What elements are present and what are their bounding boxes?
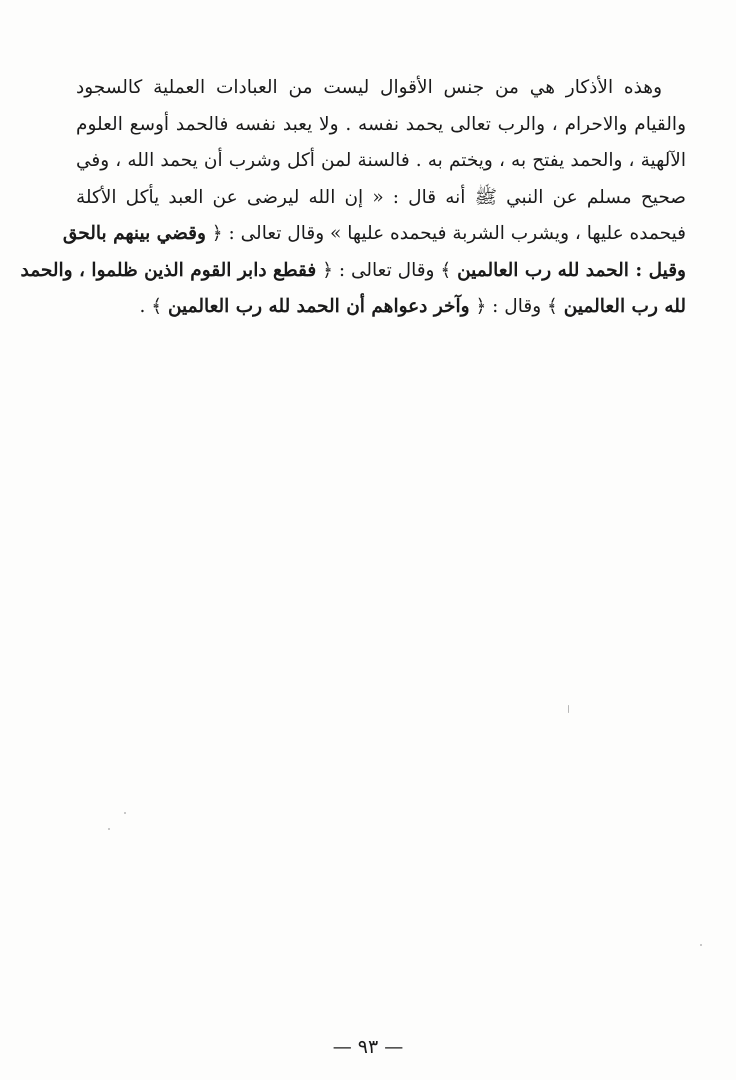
text-line-5: [62, 216, 686, 253]
text-line-4: [76, 180, 686, 217]
text-line-6: [20, 253, 686, 290]
quran-quote: وقضي بينهم بالحق: [62, 223, 206, 244]
scan-speck: [124, 812, 126, 814]
line-segment: الآلهية ، والحمد يفتح به ، ويختم به . فالسنة لمن أكل وشرب أن يحمد الله ، وفي: [76, 150, 686, 171]
line-segment: والقيام والاحرام ، والرب تعالى يحمد نفسه . ولا يعبد نفسه فالحمد أوسع العلوم: [76, 113, 686, 135]
line-segment: ﴾ .: [139, 296, 168, 317]
text-line-2: [76, 107, 686, 144]
quran-quote: وآخر دعواهم أن الحمد لله رب العالمين: [167, 296, 470, 317]
text-line-3: [76, 143, 686, 180]
text-line-7: [76, 289, 686, 326]
scan-speck: [108, 828, 110, 830]
page-number: — ٩٣ —: [332, 1036, 404, 1058]
quran-quote: لله رب العالمين: [563, 296, 686, 317]
scan-speck: [568, 705, 569, 713]
line-segment: ﴾ وقال تعالى : ﴿: [316, 259, 458, 281]
line-segment: ﴾ وقال : ﴿: [469, 296, 564, 317]
quran-quote: وقيل : الحمد لله رب العالمين: [457, 259, 686, 281]
quran-quote: فقطع دابر القوم الذين ظلموا ، والحمد: [20, 259, 317, 281]
line-segment: فيحمده عليها ، ويشرب الشربة فيحمده عليها » وقال تعالى : ﴿: [205, 223, 686, 244]
line-segment: صحيح مسلم عن النبي ﷺ أنه قال : « إن الله ليرضى عن العبد يأكل الأكلة: [76, 186, 686, 208]
scan-speck: [700, 944, 702, 946]
body-text: [20, 70, 686, 326]
text-line-1: [76, 70, 686, 107]
line-segment: وهذه الأذكار هي من جنس الأقوال ليست من العبادات العملية كالسجود: [76, 77, 662, 98]
